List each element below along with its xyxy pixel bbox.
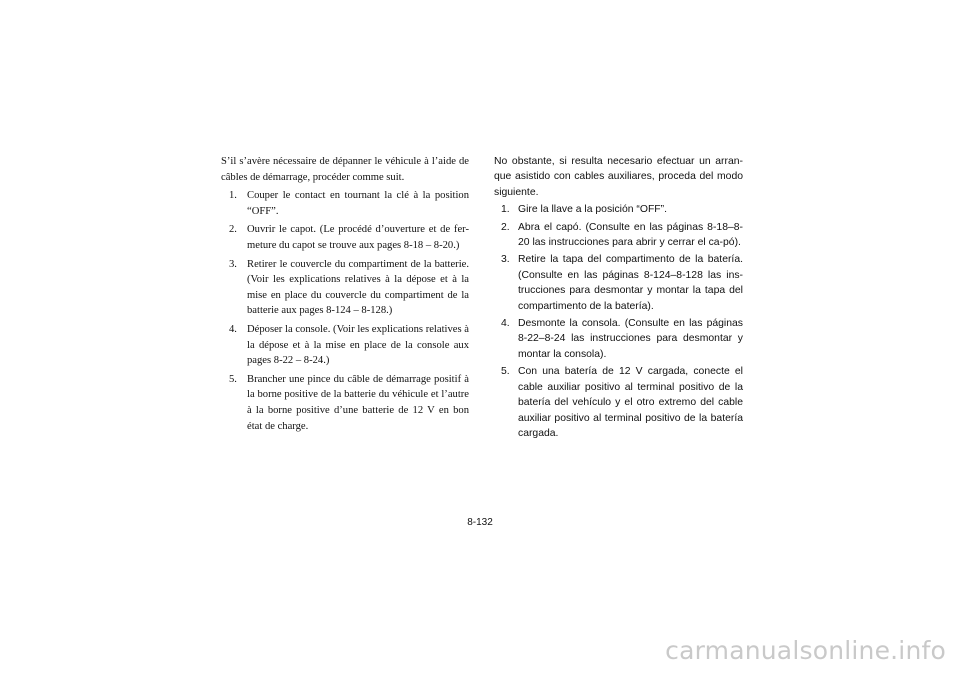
step-number: 3.: [229, 258, 237, 270]
step-text: Ouvrir le capot. (Le procédé d’ouverture et de fer-meture du capot se trouve aux pages 8-18 – 8-20.): [247, 224, 469, 251]
spanish-step: [494, 252, 743, 314]
step-text: Déposer la console. (Voir les explications relatives à la dépose et à la mise en place de la console aux pages 8-22 – 8-24.): [247, 323, 469, 367]
spanish-intro: No obstante, si resulta necesario efectuar un arran-que asistido con cables auxiliares, proceda del modo siguiente.: [494, 156, 743, 198]
step-text: Retire la tapa del compartimento de la batería. (Consulte en las páginas 8-124–8-128 las ins-trucciones para desmontar y montar la tapa del compartimento de la batería).: [518, 254, 743, 312]
step-text: Retirer le couvercle du compartiment de la batterie. (Voir les explications relatives à la dépose et à la mise en place du couvercle du compartiment de la batterie aux pages 8-124 – 8-128.): [247, 258, 469, 317]
step-number: 5.: [229, 373, 237, 385]
step-number: 1.: [229, 190, 237, 202]
step-text: Brancher une pince du câble de démarrage positif à la borne positive de la batterie du véhicule et l’autre à la borne positive d’une batterie de 12 V en bon état de charge.: [247, 373, 469, 432]
step-text: Abra el capó. (Consulte en las páginas 8-18–8-20 las instrucciones para abrir y cerrar el ca-pó).: [518, 221, 743, 249]
step-text: Desmonte la consola. (Consulte en las páginas 8-22–8-24 las instrucciones para desmontar y montar la consola).: [518, 318, 743, 360]
step-number: 2.: [501, 221, 510, 233]
french-intro: S’il s’avère nécessaire de dépanner le véhicule à l’aide de câbles de démarrage, procéder comme suit.: [221, 156, 469, 183]
spanish-step: [494, 316, 743, 362]
french-column: [221, 154, 469, 434]
watermark-text: carmanualsonline.info: [665, 636, 946, 665]
step-text: Con una batería de 12 V cargada, conecte el cable auxiliar positivo al terminal positivo de la batería del vehículo y el otro extremo del cable auxiliar positivo al terminal positivo de la batería cargada.: [518, 366, 743, 439]
spanish-steps-list: [494, 202, 743, 441]
french-step: [221, 372, 469, 434]
step-number: 2.: [229, 224, 237, 236]
spanish-step: [494, 220, 743, 251]
step-text: Gire la llave a la posición “OFF”.: [518, 204, 667, 216]
step-number: 5.: [501, 366, 510, 378]
step-text: Couper le contact en tournant la clé à la position “OFF”.: [247, 190, 469, 217]
french-step: [221, 257, 469, 319]
step-number: 3.: [501, 254, 510, 266]
french-step: [221, 188, 469, 219]
french-step: [221, 322, 469, 369]
step-number: 4.: [501, 318, 510, 330]
step-number: 4.: [229, 323, 237, 335]
spanish-step: [494, 202, 743, 217]
spanish-column: [494, 154, 743, 441]
french-steps-list: [221, 188, 469, 434]
step-number: 1.: [501, 204, 510, 216]
page-number: 8-132: [467, 517, 493, 528]
spanish-step: [494, 364, 743, 441]
french-step: [221, 222, 469, 253]
